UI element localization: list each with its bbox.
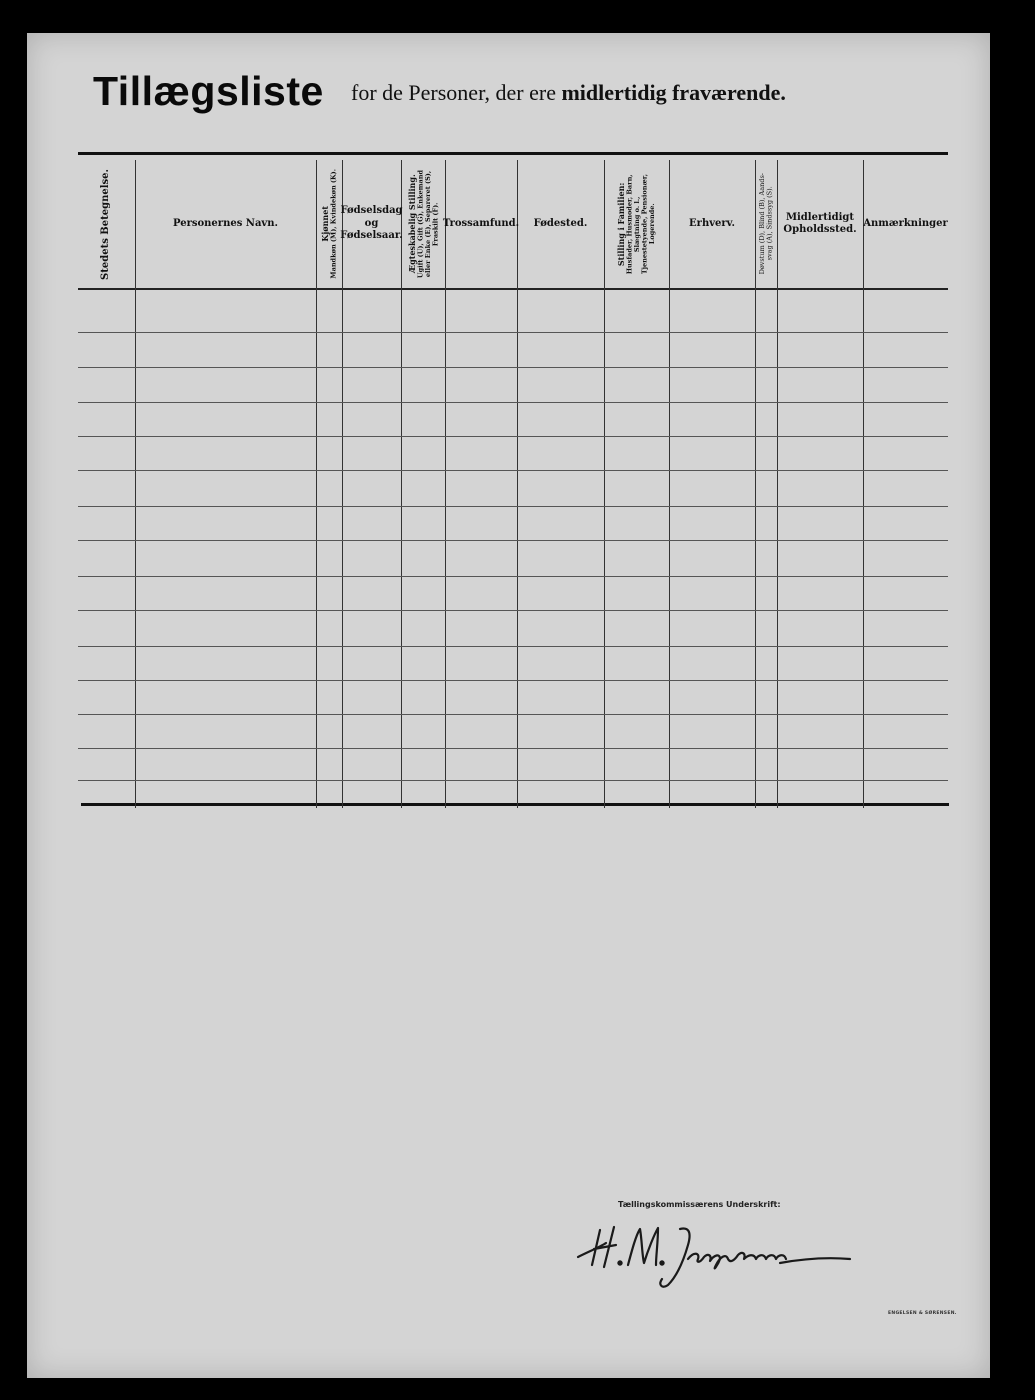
table-top-rule: [78, 152, 948, 155]
row-rule: [78, 646, 948, 647]
header-tro-label: Trossamfund.: [442, 217, 520, 229]
header-navn-label: Personernes Navn.: [172, 217, 278, 229]
header-fodselsdag-line1: Fødselsdag: [340, 205, 403, 217]
row-rule: [78, 576, 948, 577]
header-aegteskab-line4: Fraskilt (F).: [430, 202, 439, 246]
header-fodselsdag-text: [340, 205, 402, 243]
row-rule: [78, 780, 948, 781]
header-dov-text: [759, 173, 774, 274]
header-stilling-text: [616, 174, 656, 274]
header-aegteskab: [401, 160, 445, 288]
header-dov-line1: Døvstum (D), Blind (B), Aands-: [757, 173, 766, 275]
header-navn: [135, 160, 316, 288]
header-aegteskab-line3: eller Enke (E), Separeret (S),: [423, 170, 432, 278]
header-stilling-line2: Husfader, Husmoder, Barn,: [625, 174, 634, 274]
header-ophold-line2: Opholdssted.: [783, 224, 857, 235]
title-emphasis: midlertidig fraværende.: [561, 80, 786, 105]
header-stilling-line1: Stilling i Familien:: [616, 182, 627, 266]
header-fodested: [517, 160, 604, 288]
header-dov: [755, 160, 777, 288]
signature-text: H. M. Jacobsen: [570, 1215, 578, 1216]
header-kjon-line1: Kjønnet: [320, 206, 331, 242]
header-erhverv: [669, 160, 755, 288]
header-stilling-line4: Tjenestetyende, Pensionær,: [640, 173, 649, 275]
header-anm-label: Anmærkninger: [863, 217, 948, 229]
header-fodselsdag-line2: og: [364, 217, 379, 229]
row-rule: [78, 680, 948, 681]
header-kjon-text: [320, 169, 338, 279]
header-erhverv-label: Erhverv.: [689, 217, 735, 229]
header-stedets-label: Stedets Betegnelse.: [100, 168, 112, 280]
census-table: [78, 152, 948, 817]
header-stilling: [604, 160, 669, 288]
header-fodselsdag-line3: Fødselsaar.: [340, 230, 403, 242]
header-ophold-text: [783, 212, 856, 237]
title-pre: for de Personer, der ere: [351, 80, 556, 105]
row-rule: [78, 470, 948, 471]
row-rule: [78, 748, 948, 749]
row-rule: [78, 436, 948, 437]
signature-image: [570, 1215, 860, 1295]
header-ophold: [777, 160, 863, 288]
header-stilling-line5: Logerende.: [648, 203, 657, 245]
row-rule: [78, 714, 948, 715]
header-fodested-label: Fødested.: [533, 217, 588, 229]
header-aegteskab-line1: Ægteskabelig Stilling.: [406, 174, 417, 274]
row-rule: [78, 540, 948, 541]
header-ophold-line1: Midlertidigt: [785, 211, 855, 223]
header-fodselsdag: [342, 160, 401, 288]
header-kjon-line2: Mandkøn (M), Kvindekøn (K).: [329, 169, 338, 279]
header-rule: [78, 288, 948, 290]
row-rule: [78, 367, 948, 368]
header-tro: [442, 160, 520, 288]
header-anm: [863, 160, 948, 288]
row-rule: [78, 610, 948, 611]
header-dov-line2: svag (A), Sindssyg (S).: [765, 186, 773, 262]
table-bottom-rule: [81, 803, 949, 806]
header-aegteskab-text: [407, 170, 440, 278]
header-stilling-line3: Slægtning o. l.,: [633, 196, 642, 252]
row-rule: [78, 332, 948, 333]
header-aegteskab-line2: Ugift (U), Gift (G), Enkemand: [415, 169, 424, 279]
row-rule: [78, 506, 948, 507]
header-stedets: [78, 160, 135, 288]
row-rule: [78, 402, 948, 403]
printer-imprint: ENGELSEN & SØRENSEN.: [888, 1311, 957, 1316]
form-title: [93, 68, 913, 128]
header-kjon: [316, 160, 342, 288]
title-subtitle: [351, 80, 786, 106]
title-main: Tillægsliste: [93, 68, 324, 114]
signature-label: Tællingskommissærens Underskrift:: [618, 1200, 781, 1209]
